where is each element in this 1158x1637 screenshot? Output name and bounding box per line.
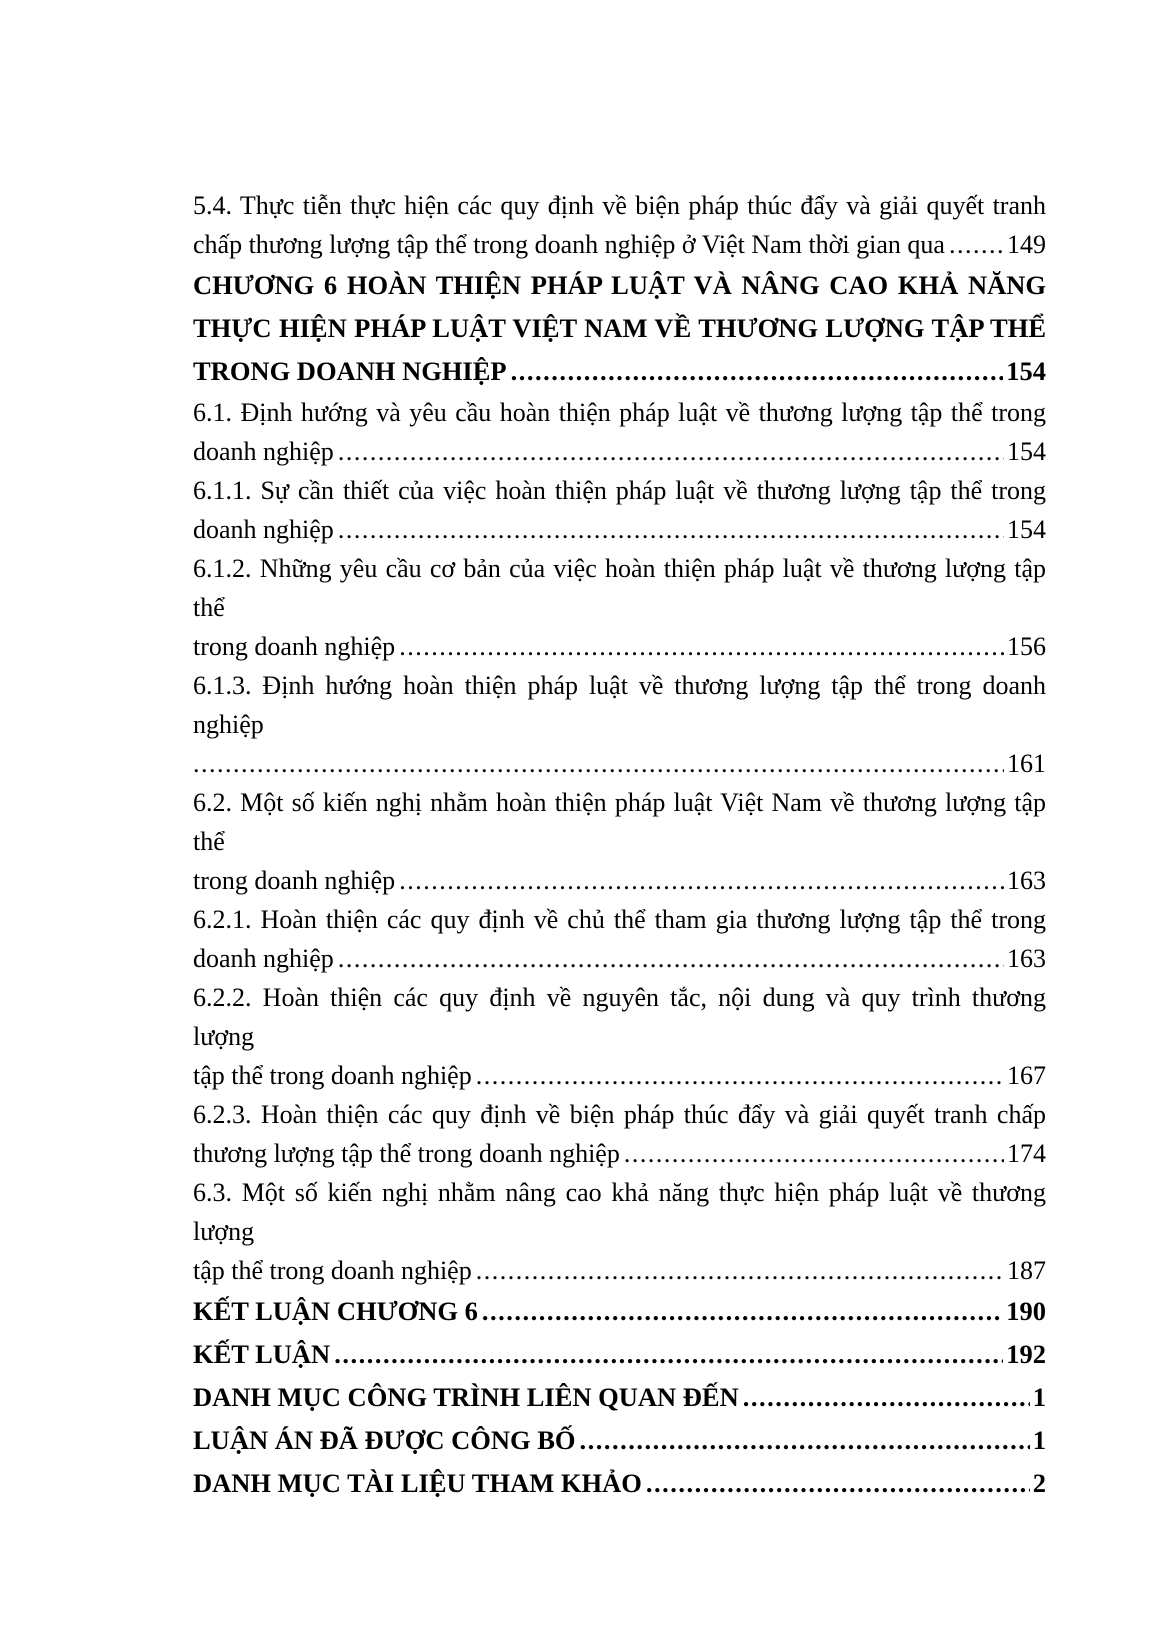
toc-entry-line <box>193 783 1046 861</box>
dot-leader <box>338 510 1004 549</box>
toc-entry-line <box>193 510 1046 549</box>
toc-entry-text: doanh nghiệp <box>193 515 334 544</box>
toc-entry-line <box>193 432 1046 471</box>
toc-entry-text: CHƯƠNG 6 HOÀN THIỆN PHÁP LUẬT VÀ NÂNG CAO KHẢ NĂNG <box>193 270 1046 300</box>
page-number: 190 <box>1006 1296 1046 1326</box>
page-number: 174 <box>1007 1139 1046 1168</box>
dot-leader <box>399 861 1004 900</box>
dot-leader <box>338 432 1004 471</box>
toc-entry-text: trong doanh nghiệp <box>193 632 396 661</box>
toc-entry-line <box>193 861 1046 900</box>
toc-entry-text: chấp thương lượng tập thể trong doanh nghiệp ở Việt Nam thời gian qua <box>193 230 945 259</box>
toc-entry-text: 6.1. Định hướng và yêu cầu hoàn thiện pháp luật về thương lượng tập thể trong <box>193 398 1046 427</box>
dot-leader <box>580 1419 1030 1462</box>
toc-entry-text: LUẬN ÁN ĐÃ ĐƯỢC CÔNG BỐ <box>193 1425 576 1455</box>
toc-heading-line <box>193 264 1046 307</box>
toc-heading-line <box>193 1376 1046 1419</box>
toc-entry-text: 6.2.2. Hoàn thiện các quy định về nguyên tắc, nội dung và quy trình thương lượng <box>193 983 1046 1051</box>
toc-heading-line <box>193 1290 1046 1333</box>
toc-heading-line <box>193 1462 1046 1505</box>
page-number: 154 <box>1007 515 1046 544</box>
toc-entry-text: 6.1.3. Định hướng hoàn thiện pháp luật về thương lượng tập thể trong doanh nghiệp <box>193 671 1046 739</box>
dot-leader <box>338 939 1004 978</box>
toc-entry-line <box>193 393 1046 432</box>
dot-leader <box>949 225 1004 264</box>
toc-entry-text: 6.1.2. Những yêu cầu cơ bản của việc hoàn thiện pháp luật về thương lượng tập thể <box>193 554 1046 622</box>
dot-leader <box>334 1333 1003 1376</box>
page-number: 154 <box>1006 356 1046 386</box>
toc-entry-line <box>193 549 1046 627</box>
page-number: 1 <box>1032 1425 1046 1455</box>
toc-entry-line <box>193 1056 1046 1095</box>
page-number: 163 <box>1007 866 1046 895</box>
page-number: 161 <box>1007 749 1046 778</box>
toc-list <box>193 186 1046 1505</box>
toc-entry-line <box>193 1251 1046 1290</box>
dot-leader <box>193 744 1004 783</box>
toc-entry-text: 6.3. Một số kiến nghị nhằm nâng cao khả năng thực hiện pháp luật về thương lượng <box>193 1178 1046 1246</box>
toc-entry-text: 6.1.1. Sự cần thiết của việc hoàn thiện pháp luật về thương lượng tập thể trong <box>193 476 1046 505</box>
page-number: 163 <box>1007 944 1046 973</box>
toc-heading-line <box>193 1419 1046 1462</box>
page-number: 154 <box>1007 437 1046 466</box>
toc-entry-text: tập thể trong doanh nghiệp <box>193 1061 472 1090</box>
page-number: 1 <box>1032 1382 1046 1412</box>
dot-leader <box>646 1462 1030 1505</box>
toc-entry-text: 5.4. Thực tiễn thực hiện các quy định về biện pháp thúc đẩy và giải quyết tranh <box>193 191 1046 220</box>
toc-entry-line <box>193 939 1046 978</box>
toc-heading-line <box>193 350 1046 393</box>
toc-entry-line <box>193 1173 1046 1251</box>
toc-entry-line <box>193 1095 1046 1134</box>
dot-leader <box>511 350 1004 393</box>
toc-entry-text: doanh nghiệp <box>193 437 334 466</box>
page-number: 149 <box>1007 230 1046 259</box>
toc-entry-line <box>193 978 1046 1056</box>
toc-heading-line <box>193 1333 1046 1376</box>
dot-leader <box>476 1056 1004 1095</box>
toc-entry-text: trong doanh nghiệp <box>193 866 396 895</box>
toc-entry-text: thương lượng tập thể trong doanh nghiệp <box>193 1139 620 1168</box>
page-number: 2 <box>1032 1468 1046 1498</box>
toc-entry-line <box>193 225 1046 264</box>
page-number: 167 <box>1007 1061 1046 1090</box>
toc-entry-text: KẾT LUẬN <box>193 1339 331 1369</box>
toc-entry-line <box>193 186 1046 225</box>
dot-leader <box>743 1376 1030 1419</box>
dot-leader <box>482 1290 1003 1333</box>
toc-entry-text: TRONG DOANH NGHIỆP <box>193 356 507 386</box>
toc-entry-text: THỰC HIỆN PHÁP LUẬT VIỆT NAM VỀ THƯƠNG LƯỢNG TẬP THỂ <box>193 313 1046 343</box>
toc-entry-text: KẾT LUẬN CHƯƠNG 6 <box>193 1296 478 1326</box>
dot-leader <box>399 627 1004 666</box>
toc-entry-text: 6.2.1. Hoàn thiện các quy định về chủ thể tham gia thương lượng tập thể trong <box>193 905 1046 934</box>
toc-entry-text: tập thể trong doanh nghiệp <box>193 1256 472 1285</box>
toc-heading-line <box>193 307 1046 350</box>
dot-leader <box>476 1251 1004 1290</box>
page-number: 156 <box>1007 632 1046 661</box>
toc-entry-line <box>193 627 1046 666</box>
toc-entry-line <box>193 900 1046 939</box>
toc-entry-text: 6.2.3. Hoàn thiện các quy định về biện pháp thúc đẩy và giải quyết tranh chấp <box>193 1100 1046 1129</box>
toc-entry-line <box>193 1134 1046 1173</box>
toc-entry-text: doanh nghiệp <box>193 944 334 973</box>
toc-entry-line <box>193 744 1046 783</box>
toc-entry-line <box>193 666 1046 744</box>
page-number: 192 <box>1006 1339 1046 1369</box>
page-number: 187 <box>1007 1256 1046 1285</box>
dot-leader <box>624 1134 1004 1173</box>
toc-entry-text: DANH MỤC TÀI LIỆU THAM KHẢO <box>193 1468 642 1498</box>
toc-entry-line <box>193 471 1046 510</box>
toc-entry-text: DANH MỤC CÔNG TRÌNH LIÊN QUAN ĐẾN <box>193 1382 739 1412</box>
toc-entry-text: 6.2. Một số kiến nghị nhằm hoàn thiện pháp luật Việt Nam về thương lượng tập thể <box>193 788 1046 856</box>
